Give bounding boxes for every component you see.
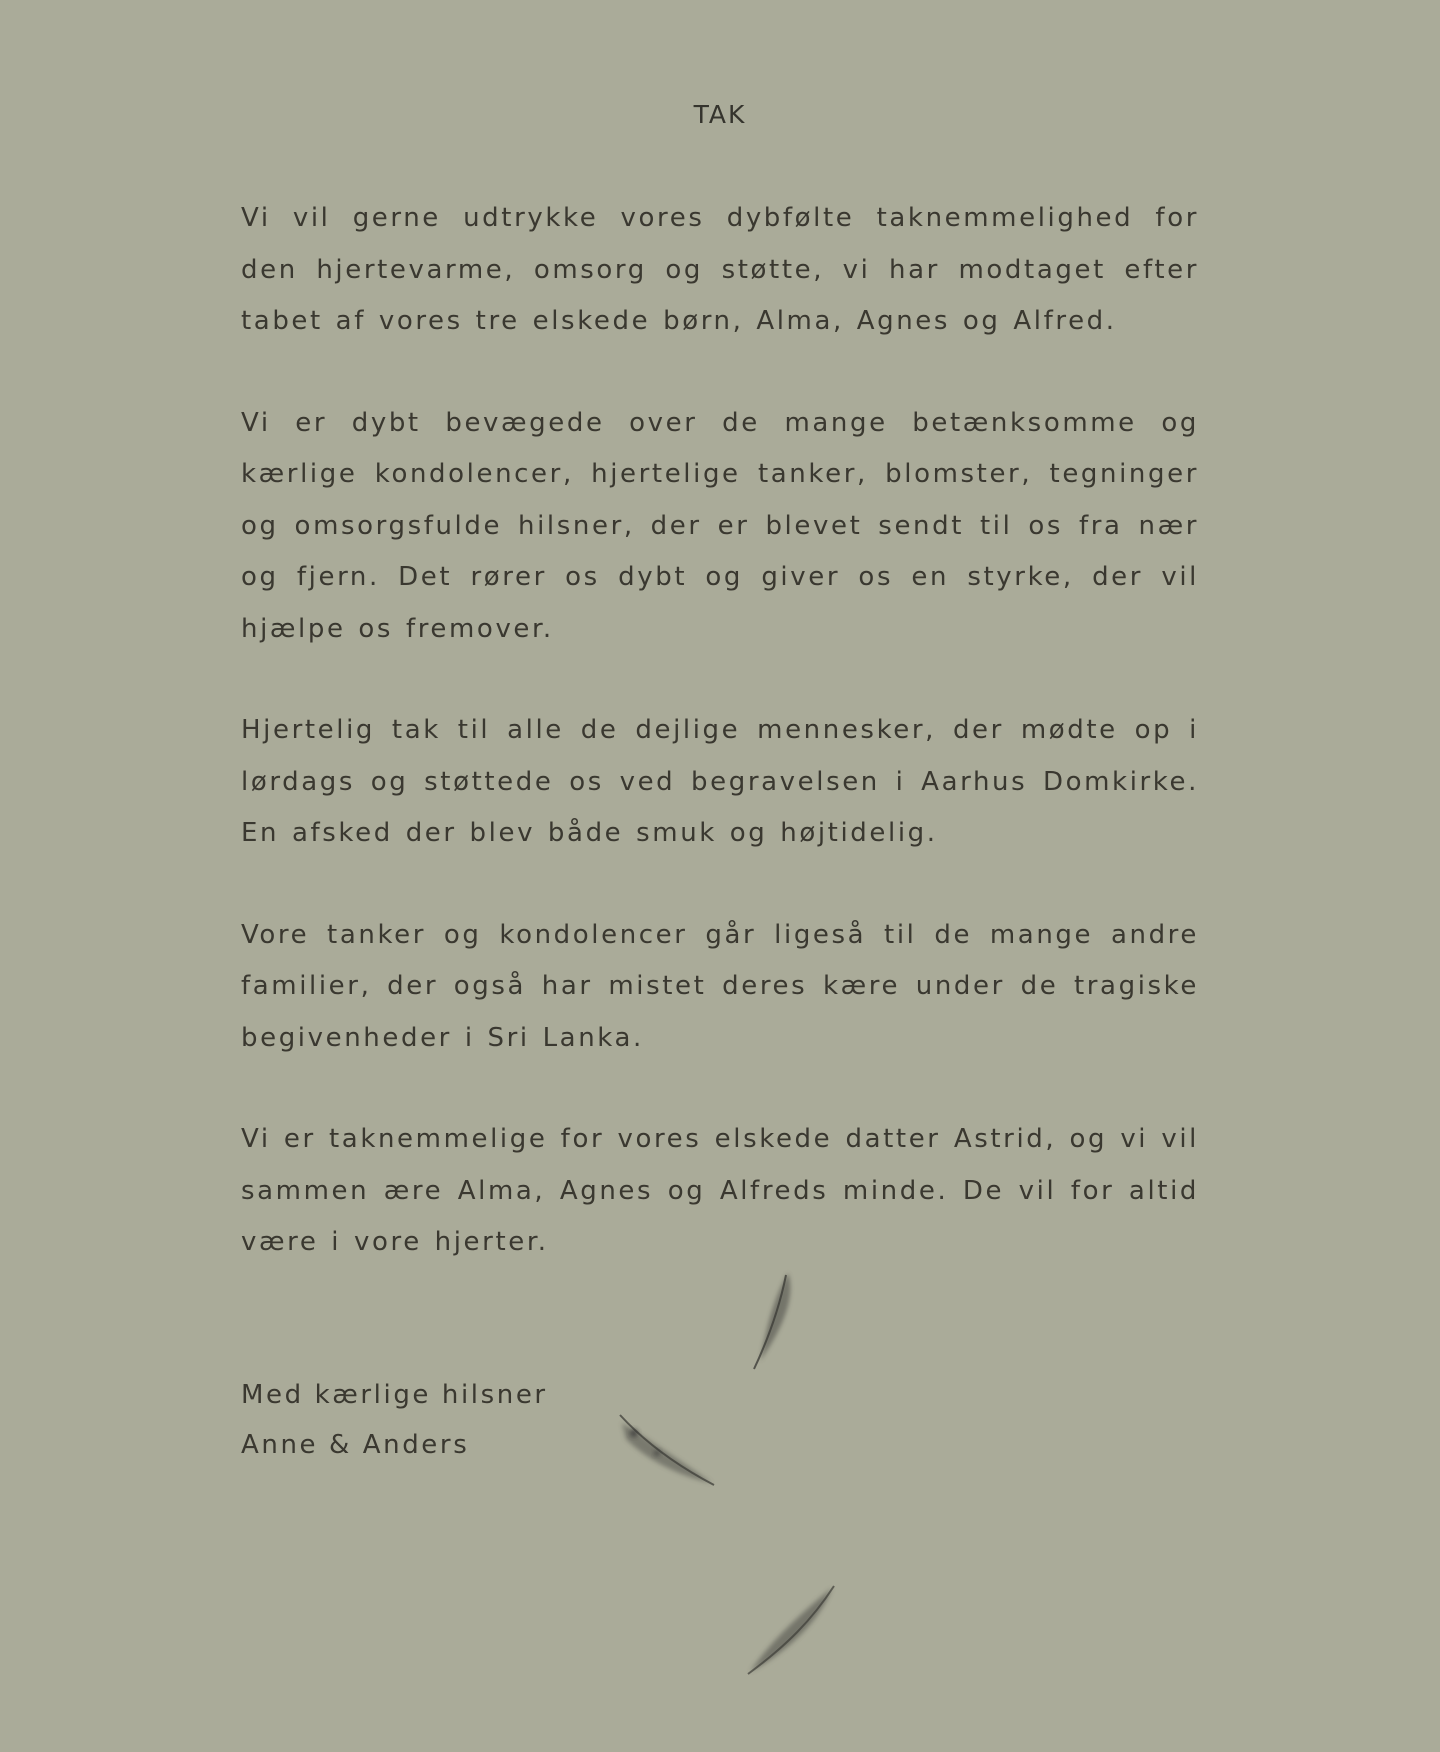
signoff-greeting: Med kærlige hilsner	[241, 1380, 548, 1410]
paragraph-remembrance: Vi er taknemmelige for vores elskede datter Astrid, og vi vil sammen ære Alma, Agnes og Alfreds minde. De vil for altid være i vore hjerter.	[241, 1124, 1199, 1257]
signoff-names: Anne & Anders	[241, 1430, 470, 1460]
message-body	[241, 193, 1199, 1319]
paragraph-condolences: Vi er dybt bevægede over de mange betænksomme og kærlige kondolencer, hjertelige tanker, blomster, tegninger og omsorgsfulde hilsner, der er blevet sendt til os fra nær og fjern. Det rører os dybt og giver os en styrke, der vil hjælpe os fremover.	[241, 407, 1199, 644]
page-title: TAK	[693, 100, 747, 129]
feather-icon	[612, 1405, 722, 1495]
feather-icon	[740, 1580, 840, 1680]
paragraph-gratitude: Vi vil gerne udtrykke vores dybfølte taknemmelighed for den hjertevarme, omsorg og støtte, vi har modtaget efter tabet af vores tre elskede børn, Alma, Agnes og Alfred.	[241, 203, 1199, 336]
paragraph-other-families: Vore tanker og kondolencer går ligeså til de mange andre familier, der også har mistet deres kære under de tragiske begivenheder i Sri Lanka.	[241, 919, 1199, 1053]
paragraph-funeral: Hjertelig tak til alle de dejlige mennesker, der mødte op i lørdags og støttede os ved begravelsen i Aarhus Domkirke. En afsked der blev både smuk og højtidelig.	[241, 715, 1199, 848]
signoff	[241, 1370, 548, 1470]
